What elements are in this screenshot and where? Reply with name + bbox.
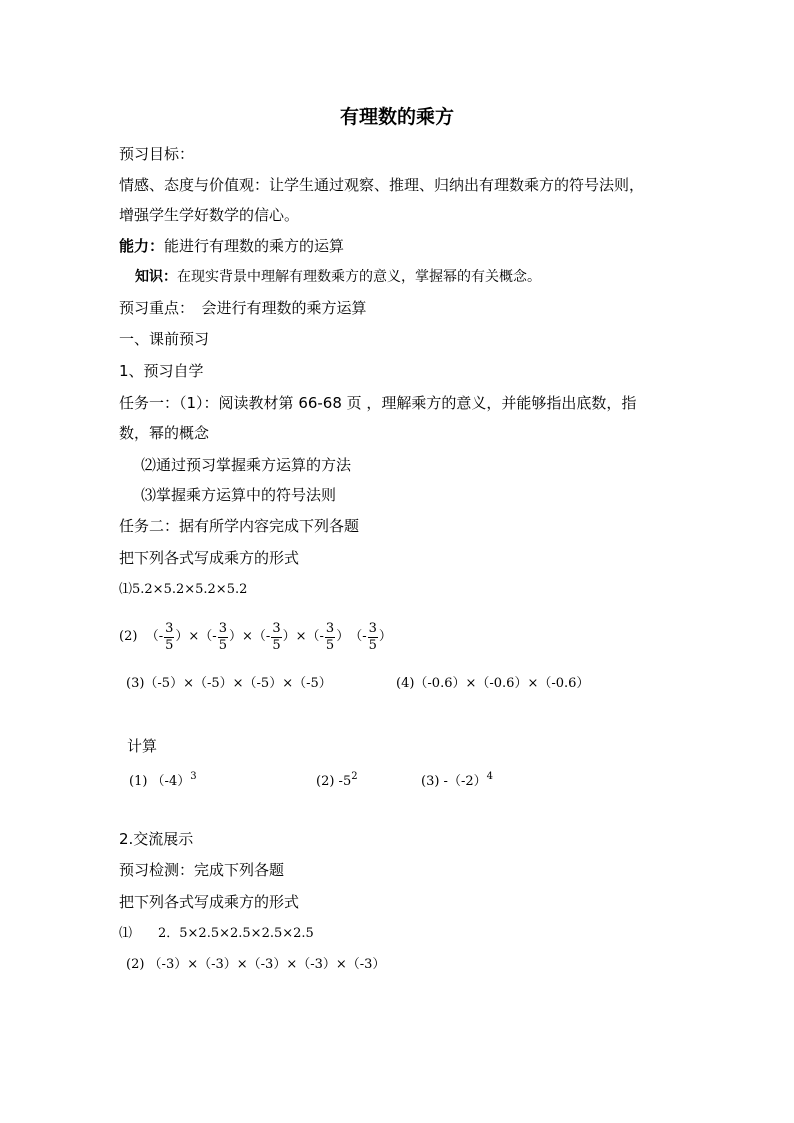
exercise-1: ⑴5.2×5.2×5.2×5.2 [119,582,248,597]
paren-open: （- [306,629,324,644]
task-one-line2: 数，幂的概念 [119,424,210,442]
task-two-heading: 任务二：据有所学内容完成下列各题 [119,517,360,535]
fraction [218,621,228,654]
times-sign: × [242,629,253,644]
fraction-numerator: 3 [325,620,335,636]
calc-2-exponent: 2 [351,771,358,782]
self-study-heading: 1、预习自学 [119,362,204,380]
fraction-numerator: 3 [218,620,227,636]
calc-1-base: (1) （-4） [129,774,191,789]
section-one-heading: 一、课前预习 [119,330,210,348]
fraction [271,621,281,654]
calc-2 [316,767,358,792]
fraction-denominator: 5 [325,637,335,653]
exchange-heading: 2.交流展示 [119,830,194,848]
preview-focus: 预习重点： 会进行有理数的乘方运算 [119,299,367,317]
paren-close: ） [336,629,350,644]
fraction-numerator: 3 [272,620,281,636]
paren-open: （- [199,629,217,644]
times-sign: × [188,629,200,644]
paren-close: ） [175,629,189,644]
fraction [368,621,378,654]
goal-emotion-line2: 增强学生学好数学的信心。 [119,206,300,224]
task-one-line1: 任务一：（1）：阅读教材第 66-68 页 ，理解乘方的意义，并能够指出底数，指 [119,394,637,412]
exercise-2-number: (2) [119,629,138,644]
write-as-power-heading: 把下列各式写成乘方的形式 [119,549,300,567]
goal-ability-text: 能进行有理数的乘方的运算 [164,237,345,255]
goal-knowledge-label: 知识： [135,269,177,285]
calc-3-base: (3) -（-2） [421,774,487,789]
calc-1 [129,767,197,792]
fraction-denominator: 5 [165,637,174,653]
calc-3-exponent: 4 [486,771,493,782]
paren-close: ） [378,629,392,644]
fraction-denominator: 5 [368,637,377,653]
exercise-3: (3)（-5）×（-5）×（-5）×（-5） [126,676,332,691]
calculate-heading: 计算 [127,737,158,755]
fraction [164,621,174,654]
calc-1-exponent: 3 [190,771,197,782]
times-sign: × [295,629,307,644]
goal-ability-label: 能力： [119,237,165,255]
paren-close: ） [282,629,296,644]
calc-2-base: (2) -5 [316,774,352,789]
exercise-4: (4)（-0.6）×（-0.6）×（-0.6） [396,676,590,691]
write-as-power-heading-2: 把下列各式写成乘方的形式 [119,893,300,911]
task-one-item3: ⑶掌握乘方运算中的符号法则 [141,486,337,504]
task-one-item2: ⑵通过预习掌握乘方运算的方法 [141,456,352,474]
preview-goals-heading: 预习目标： [119,145,195,163]
calc-3 [421,767,493,792]
page-title: 有理数的乘方 [339,106,454,128]
preview-check-heading: 预习检测：完成下列各题 [119,861,285,879]
check-exercise-2: (2) （-3）×（-3）×（-3）×（-3）×（-3） [126,957,386,972]
goal-knowledge [135,267,541,287]
paren-open: （- [349,629,367,644]
fraction-numerator: 3 [368,620,377,636]
fraction-numerator: 3 [165,620,174,636]
goal-emotion-line1: 情感、态度与价值观：让学生通过观察、推理、归纳出有理数乘方的符号法则， [119,176,645,194]
paren-open: （- [145,629,164,644]
fraction-denominator: 5 [218,637,227,653]
goal-knowledge-text: 在现实背景中理解有理数乘方的意义，掌握幂的有关概念。 [177,269,541,285]
fraction [325,621,335,654]
fraction-denominator: 5 [272,637,281,653]
paren-open: （- [252,629,271,644]
paren-close: ） [228,629,242,644]
exercise-2-fraction-expression [119,618,392,656]
goal-ability [119,236,344,256]
check-exercise-1: ⑴ 2．5×2.5×2.5×2.5×2.5 [119,926,314,941]
